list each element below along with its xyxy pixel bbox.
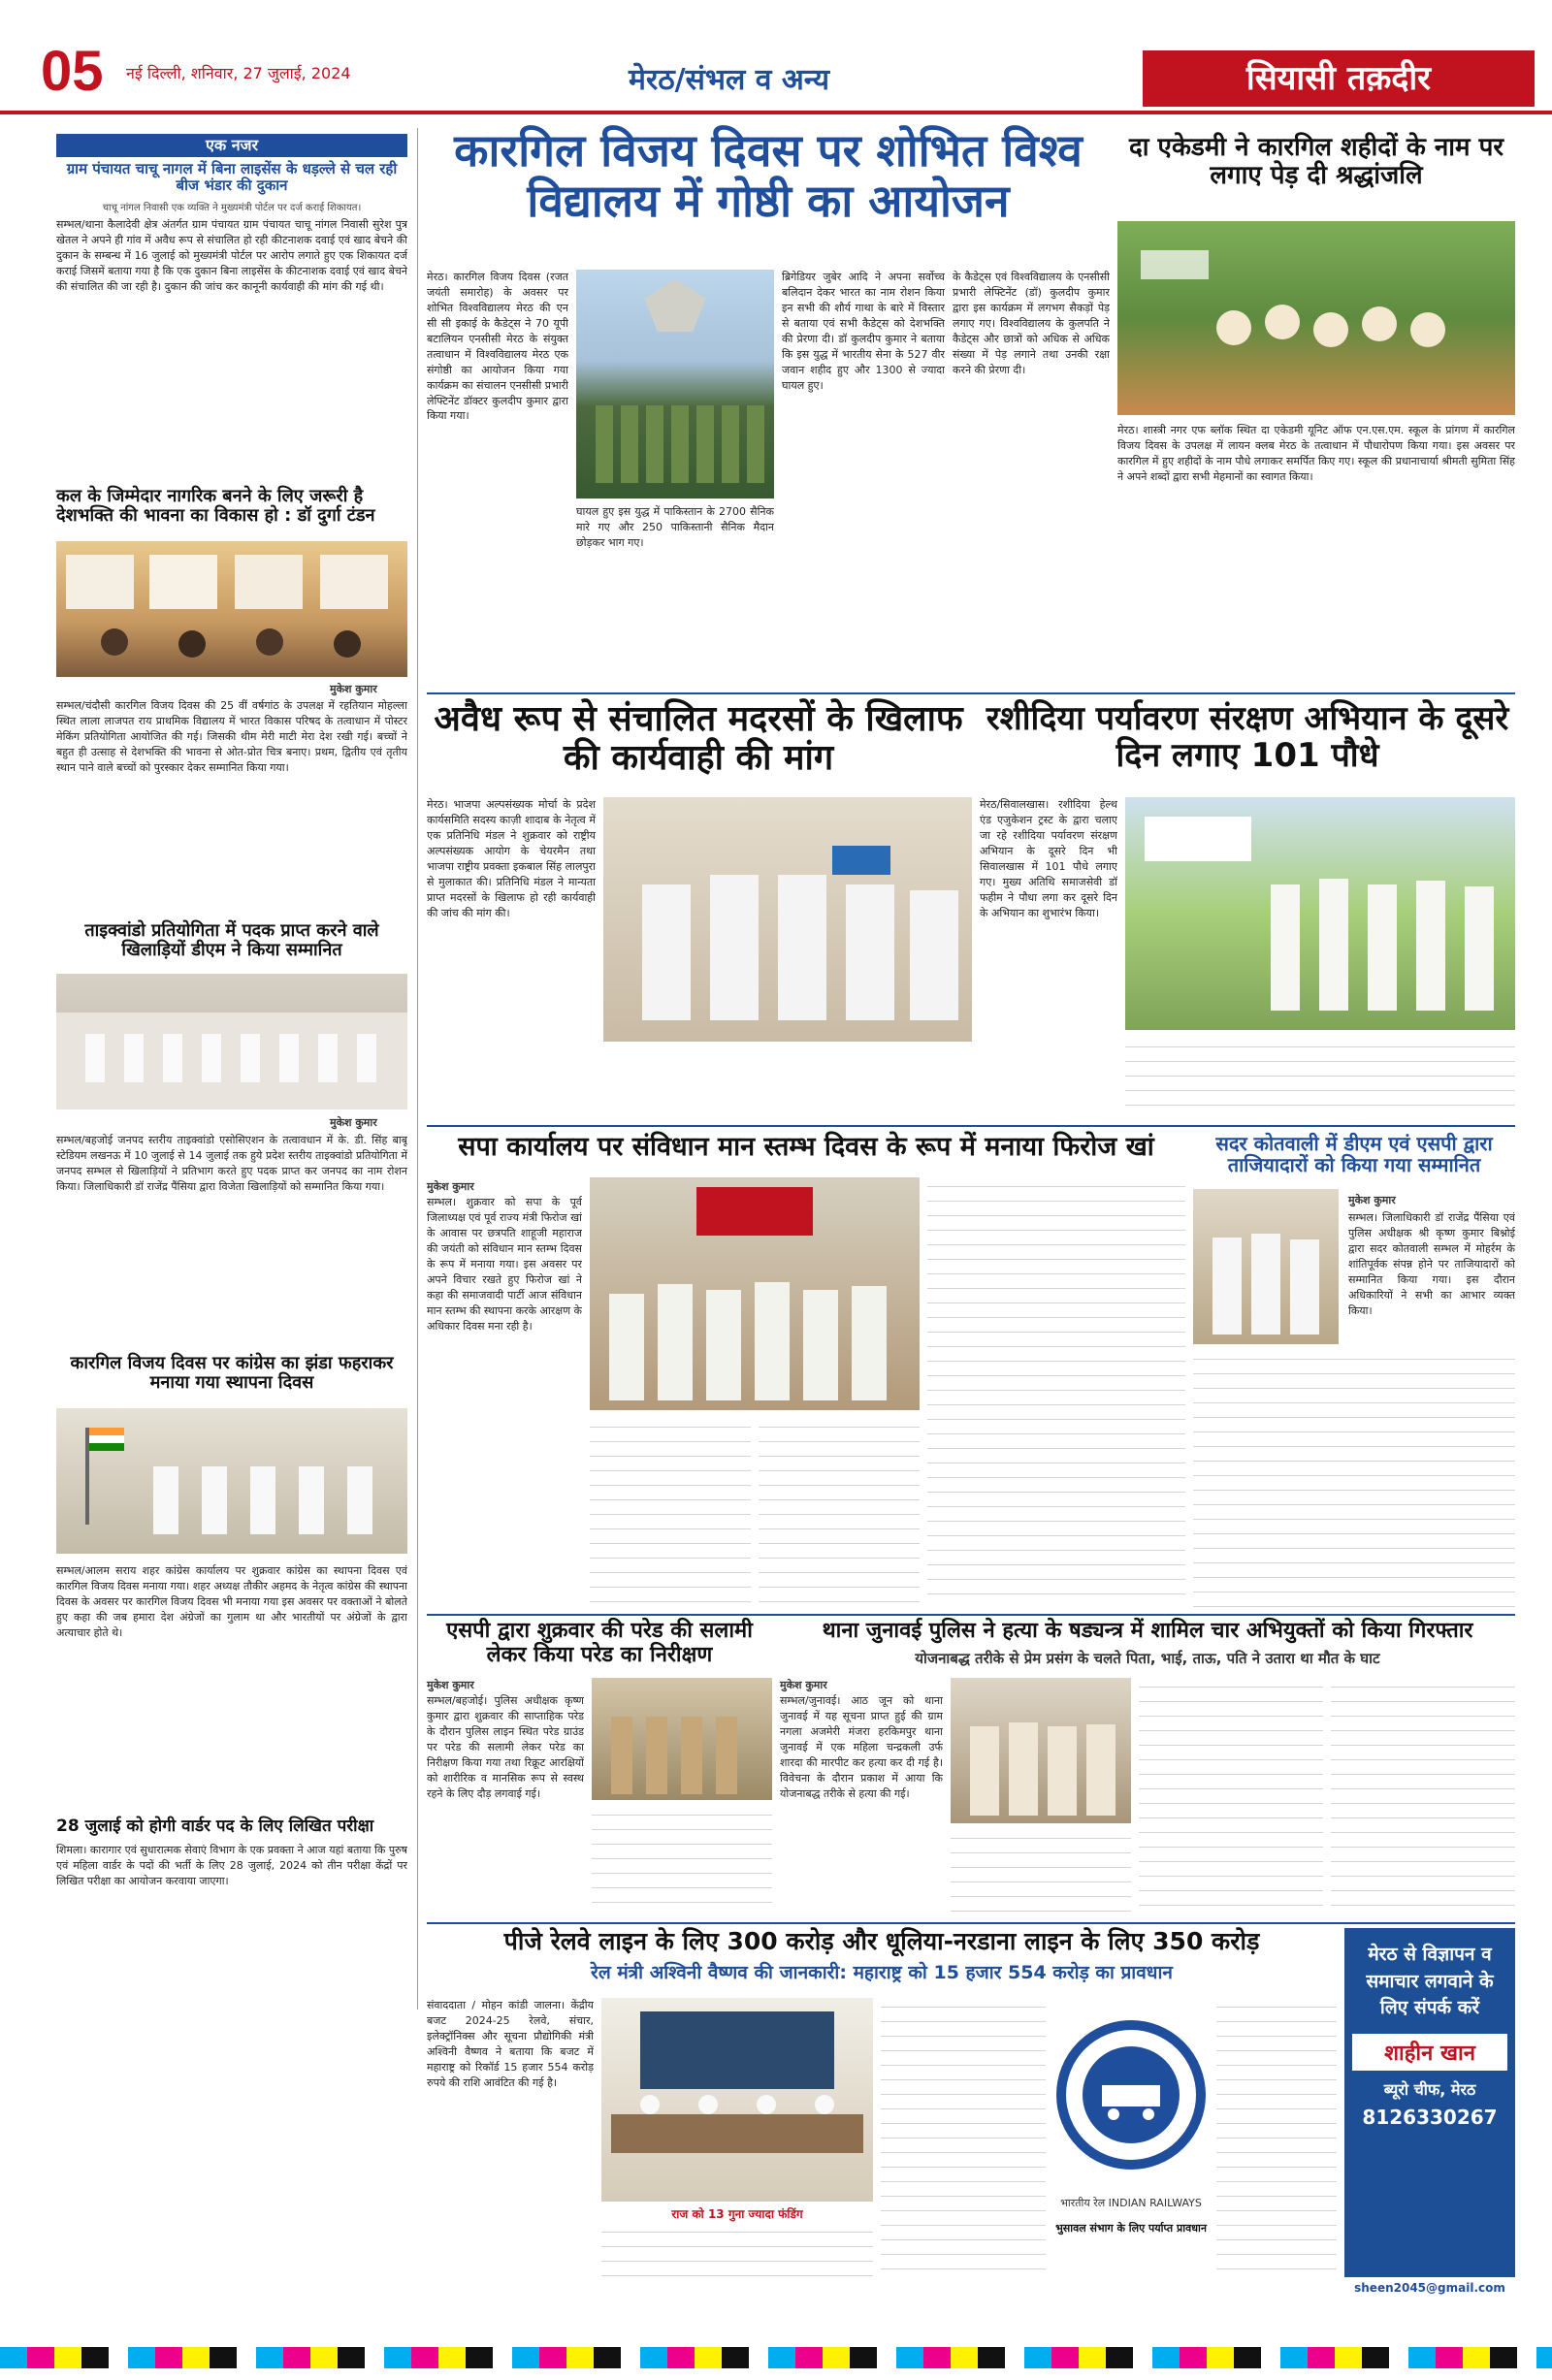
railway-body-cont3 bbox=[1216, 1998, 1337, 2277]
ek-nazar-kicker: एक नजर bbox=[56, 134, 407, 157]
players-illustration bbox=[56, 974, 407, 1110]
madrasa-body: मेरठ। भाजपा अल्पसंख्यक मोर्चा के प्रदेश कार्यसमिति सदस्य काज़ी शादाब के नेतृत्व में एक प्रतिनिधि मंडल ने शुक्रवार को राष्ट्रीय अल्पसंख्यक आयोग के चेयरमैन तथा भाजपा राष्ट्रीय प्रवक्ता इकबाल सिंह लालपुरा से मुलाकात की। प्रतिनिधि मंडल ने मान्यता प्राप्त मदरसों के खिलाफ हो रही कार्यवाही की जांच की मांग की। bbox=[427, 798, 596, 919]
sapa-body: सम्भल। शुक्रवार को सपा के पूर्व जिलाध्यक्ष एवं पूर्व राज्य मंत्री फिरोज खां के आवास पर छत्रपति शाहूजी महाराज की जयंती को संविधान मान स्तम्भ दिवस के रूप में मनाया गया। इस अवसर पर अपने विचार रखते हुए फिरोज खां ने कहा की समाजवादी पार्टी आज संविधान मान स्तम्भ की स्थापना करके आरक्षण के अधिकार दिवस मना रही है। bbox=[427, 1196, 582, 1333]
railway-body: संवाददाता / मोहन कांडी जालना। केंद्रीय बजट 2024-25 रेलवे, संचार, इलेक्ट्रॉनिक्स और सूचना प्रौद्योगिकी मंत्री अश्विनी वैष्णव ने बताया कि बजट में महाराष्ट्र को रिकॉर्ड 15 हजार 554 करोड़ रुपये की राशि आवंटित की गई है। bbox=[427, 1999, 594, 2089]
advertisement-box bbox=[1344, 1928, 1515, 2277]
children-drawings-illustration bbox=[56, 541, 407, 677]
lead-column-2: ब्रिगेडियर जुबेर आदि ने अपना सर्वोच्च बलिदान देकर भारत का नाम रोशन किया इन सभी की शौर्य गाथा के बारे में विस्तार से बताया एवं सभी कैडेट्स को देशभक्ति की प्रेरणा दी। डॉ कुलदीप कुमार ने बताया कि इस युद्ध में भारतीय सेना के 527 वीर जवान शहीद हुए और 1300 से ज्यादा घायल हुए। bbox=[782, 271, 945, 392]
rashidia-body: मेरठ/सिवालखास। रशीदिया हेल्थ एंड एजुकेशन ट्रस्ट के द्वारा चलाए जा रहे रशीदिया पर्यावरण संरक्षण अभियान के दूसरे दिन भी सिवालखास में 101 पौधे लगाए गए। मुख्य अतिथि समाजसेवी डॉ फहीम ने पौधा लगा कर दूसरे दिन के अभियान का शुभारंभ किया। bbox=[980, 798, 1117, 919]
sp-parade-body-cont bbox=[592, 1806, 772, 1916]
sp-parade-byline: मुकेश कुमार bbox=[427, 1679, 474, 1691]
sapa-byline: मुकेश कुमार bbox=[427, 1180, 474, 1193]
meeting-illustration bbox=[590, 1177, 920, 1410]
section-rule bbox=[427, 692, 1515, 694]
sadar-photo bbox=[1193, 1189, 1339, 1344]
plantation-illustration bbox=[1125, 797, 1515, 1030]
sadar-body: सम्भल। जिलाधिकारी डॉ राजेंद्र पैंसिया एवं पुलिस अधीक्षक श्री कृष्ण कुमार बिश्नोई द्वारा सदर कोतवाली सम्भल में मोहर्रम के शांतिपूर्वक संपन्न होने पर ताजियादारों को सम्मानित किया गया। इस दौरान अधिकारियों ने सभी का आभार व्यक्त किया। bbox=[1348, 1211, 1515, 1317]
story4-headline: कारगिल विजय दिवस पर कांग्रेस का झंडा फहराकर मनाया गया स्थापना दिवस bbox=[70, 1353, 394, 1394]
junawai-body-cont2 bbox=[1139, 1678, 1323, 1916]
story3-byline: मुकेश कुमार bbox=[330, 1116, 377, 1129]
indian-railways-logo bbox=[1053, 1998, 1209, 2213]
sapa-headline: सपा कार्यालय पर संविधान मान स्तम्भ दिवस के रूप में मनाया फिरोज खां bbox=[458, 1132, 1154, 1162]
section-title: मेरठ/संभल व अन्य bbox=[629, 63, 830, 97]
accused-illustration bbox=[951, 1678, 1131, 1823]
story1-subhead: चाचू नांगल निवासी एक व्यक्ति ने मुख्यमंत्री पोर्टल पर दर्ज कराई शिकायत। bbox=[102, 203, 362, 213]
lead-headline: कारगिल विजय दिवस पर शोभित विश्व विद्यालय में गोष्ठी का आयोजन bbox=[454, 124, 1083, 227]
railway-quote: राज को 13 गुना ज्यादा फंडिंग bbox=[671, 2207, 803, 2221]
rashidia-headline: रशीदिया पर्यावरण संरक्षण अभियान के दूसरे दिन लगाए 101 पौधे bbox=[986, 699, 1509, 776]
column-divider bbox=[417, 128, 418, 2010]
story5-body: शिमला। कारागार एवं सुधारात्मक सेवाएं विभाग के एक प्रवक्ता ने आज यहां बताया कि पुरुष एवं महिला वार्डर के पदों की भर्ती के लिए 28 जुलाई, 2024 को तीन परीक्षा केंद्रों पर लिखित परीक्षा का आयोजन करवाया जाएगा। bbox=[56, 1844, 407, 1887]
section-rule bbox=[427, 1614, 1515, 1616]
junawai-byline: मुकेश कुमार bbox=[780, 1679, 827, 1691]
rashidia-plantation-photo bbox=[1125, 797, 1515, 1030]
delegation-illustration bbox=[603, 797, 972, 1042]
ad-name: शाहीन खान bbox=[1352, 2034, 1507, 2071]
brand-banner: सियासी तक़दीर bbox=[1143, 50, 1535, 107]
story3-headline: ताइक्वांडो प्रतियोगिता में पदक प्राप्त करने वाले खिलाड़ियों डीएम ने किया सम्मानित bbox=[84, 920, 379, 961]
story2-byline: मुकेश कुमार bbox=[330, 683, 377, 695]
accused-photo bbox=[951, 1678, 1131, 1823]
flag-hoisting-illustration bbox=[56, 1408, 407, 1554]
lead-caption: घायल हुए इस युद्ध में पाकिस्तान के 2700 सैनिक मारे गए और 250 पाकिस्तानी सैनिक मैदान छोड़कर भाग गए। bbox=[576, 505, 774, 549]
railways-logo-text: भारतीय रेल INDIAN RAILWAYS bbox=[1060, 2197, 1202, 2209]
railway-body-cont2 bbox=[881, 1998, 1046, 2277]
taekwondo-photo bbox=[56, 974, 407, 1110]
officials-illustration bbox=[1193, 1189, 1339, 1344]
junawai-subhead: योजनाबद्ध तरीके से प्रेम प्रसंग के चलते पिता, भाई, ताऊ, पति ने उतारा था मौत के घाट bbox=[915, 1650, 1380, 1667]
ad-headline: मेरठ से विज्ञापन व समाचार लगवाने के लिए संपर्क करें bbox=[1366, 1944, 1494, 2019]
railway-subhead: रेल मंत्री अश्विनी वैष्णव की जानकारी: महाराष्ट्र को 15 हजार 554 करोड़ का प्रावधान bbox=[591, 1962, 1173, 1983]
minister-meeting-photo bbox=[601, 1998, 873, 2202]
story5-headline: 28 जुलाई को होगी वार्डर पद के लिए लिखित परीक्षा bbox=[56, 1817, 374, 1836]
madrasa-delegation-photo bbox=[603, 797, 972, 1042]
story2-headline: कल के जिम्मेदार नागरिक बनने के लिए जरूरी है देशभक्ति की भावना का विकास हो : डॉ दुर्गा टंडन bbox=[56, 486, 375, 527]
congress-foundation-photo bbox=[56, 1408, 407, 1554]
sp-parade-body: सम्भल/बहजोई। पुलिस अधीक्षक कृष्ण कुमार द्वारा शुक्रवार की साप्ताहिक परेड के दौरान पुलिस लाइन स्थित परेड ग्राउंड पर परेड की सलामी लेकर परेड का निरीक्षण किया गया तथा रिक्रूट आरक्षियों को शारीरिक व मानसिक रूप से स्वस्थ रहने के लिए दौड़ लगवाई गई। bbox=[427, 1694, 584, 1800]
story3-body: सम्भल/बहजोई जनपद स्तरीय ताइक्वांडो एसोसिएशन के तत्वावधान में के. डी. सिंह बाबू स्टेडियम लखनऊ में 10 जुलाई से 14 जुलाई तक हुये प्रदेश स्तरीय ताइक्वांडो प्रतियोगिता में जनपद सम्भल से खिलाड़ियों ने प्रतिभाग करते हुए पदक प्राप्त कर जनपद का नाम रोशन किया। जिलाधिकारी डॉ राजेंद्र पैंसिया द्वारा विजेता खिलाड़ियों को सम्मानित किया गया। bbox=[56, 1134, 407, 1193]
section-rule bbox=[427, 1922, 1515, 1924]
lead-column-1: मेरठ। कारगिल विजय दिवस (रजत जयंती समारोह) के अवसर पर शोभित विश्वविद्यालय मेरठ की एन सी सी इकाई के कैडेट्स ने 70 यूपी बटालियन एनसीसी मेरठ के संयुक्त तत्वाधान में विश्वविद्यालय मेरठ एक संगोष्ठी का आयोजन किया गया कार्यक्रम का संचालन एनसीसी प्रभारी लेफ्टिनेंट डॉक्टर कुलदीप कुमार द्वारा किया गया। bbox=[427, 271, 568, 423]
drawing-competition-photo bbox=[56, 541, 407, 677]
railway-logo-caption: भुसावल संभाग के लिए पर्याप्त प्रावधान bbox=[1055, 2222, 1207, 2235]
cadets-illustration bbox=[576, 270, 774, 499]
students-planting-illustration bbox=[1117, 221, 1515, 415]
railways-emblem-icon bbox=[1053, 1998, 1209, 2192]
print-color-strip bbox=[0, 2347, 1552, 2368]
story1-body: सम्भल/थाना कैलादेवी क्षेत्र अंतर्गत ग्राम पंचायत ग्राम पंचायत चाचू नांगल निवासी सुरेश पुत्र खेतल ने अपने ही गांव में अवैध रूप से संचालित हो रही कीटनाशक दवाई एवं खाद बेचने की दुकान के सम्बन्ध में 16 जुलाई को मुख्यमंत्री पोर्टल पर आरोप लगाते हुए एक शिकायत दर्ज कराई जिसमें बताया गया है कि एक दुकान बिना लाइसेंस के कीटनाशक दवाई एवं खाद बेचने की संचालित की जा रही है। दुकान की जांच कर कानूनी कार्यवाही की मांग की गई थी। bbox=[56, 218, 407, 293]
sadar-body-cont bbox=[1193, 1350, 1515, 1608]
ad-email[interactable]: sheen2045@gmail.com bbox=[1354, 2281, 1505, 2295]
story2-body: सम्भल/चंदौसी कारगिल विजय दिवस की 25 वीं वर्षगांठ के उपलक्ष में रहतियान मोहल्ला स्थित लाला लाजपत राय प्राथमिक विद्यालय में भारत विकास परिषद के तत्वाधान में पोस्टर मेकिंग प्रतियोगिता आयोजित की गई। जिसकी थीम मेरी माटी मेरा देश रखी गई। बच्चों ने बहुत ही उत्साह से देशभक्ति की भावना से ओत-प्रोत चित्र बनाए। प्रथम, द्वितीय एवं तृतीय स्थान पाने वाले बच्चों को पुरस्कार देकर सम्मानित किया गया। bbox=[56, 699, 407, 774]
sapa-meeting-photo bbox=[590, 1177, 920, 1410]
sp-parade-headline: एसपी द्वारा शुक्रवार की परेड की सलामी लेकर किया परेड का निरीक्षण bbox=[446, 1619, 753, 1667]
ad-role: ब्यूरो चीफ, मेरठ bbox=[1383, 2079, 1476, 2099]
academy-plantation-photo bbox=[1117, 221, 1515, 415]
academy-body: मेरठ। शास्त्री नगर एफ ब्लॉक स्थित दा एकेडमी यूनिट ऑफ एन.एस.एम. स्कूल के प्रांगण में कारगिल विजय दिवस के उपलक्ष में लायन क्लब मेरठ के तत्वाधान में पौधारोपण किया गया। इस अवसर पर कारगिल में हुए शहीदों के नाम पौधे लगाकर समर्पित किए गए। स्कूल की प्रधानाचार्या श्रीमती सुमिता सिंह ने अपने शब्दों द्वारा सभी मेहमानों का स्वागत किया। bbox=[1117, 424, 1515, 483]
sapa-body-cont2 bbox=[759, 1418, 920, 1608]
cadets-photo bbox=[576, 270, 774, 499]
sadar-headline: सदर कोतवाली में डीएम एवं एसपी द्वारा ताजियादारों को किया गया सम्मानित bbox=[1215, 1132, 1493, 1177]
sapa-body-cont bbox=[590, 1418, 751, 1608]
date-line: नई दिल्ली, शनिवार, 27 जुलाई, 2024 bbox=[126, 64, 351, 82]
junawai-headline: थाना जुनावई पुलिस ने हत्या के षड्यन्त्र में शामिल चार अभियुक्तों को किया गिरफ्तार bbox=[822, 1619, 1473, 1643]
rashidia-body-cont bbox=[1125, 1038, 1515, 1117]
section-rule bbox=[427, 1125, 1515, 1127]
railway-headline: पीजे रेलवे लाइन के लिए 300 करोड़ और धूलिया-नरडाना लाइन के लिए 350 करोड़ bbox=[503, 1927, 1260, 1955]
page-number: 05 bbox=[41, 40, 104, 103]
lead-column-3: के कैडेट्स एवं विश्वविद्यालय के एनसीसी प्रभारी लेफ्टिनेंट (डॉ) कुलदीप कुमार द्वारा इस कार्यक्रम में लगभग सैकड़ों पेड़ लगाए गए। विश्वविद्यालय के कुलपति ने कैडेट्स और छात्रों को अधिक से अधिक संख्या में पेड़ लगाने तथा उनकी रक्षा करने की प्रेरणा दी। bbox=[953, 271, 1110, 376]
railway-body-cont bbox=[601, 2223, 873, 2277]
ad-phone[interactable]: 8126330267 bbox=[1362, 2105, 1498, 2129]
story4-body: सम्भल/आलम सराय शहर कांग्रेस कार्यालय पर शुक्रवार कांग्रेस का स्थापना दिवस एवं कारगिल विजय दिवस मनाया गया। शहर अध्यक्ष तौकीर अहमद के नेतृत्व कांग्रेस की स्थापना दिवस के अवसर पर कारगिल विजय दिवस भी मनाया गया इस अवसर पर वक्ताओं ने बोलते हुए कहा की जब हमारा देश अंग्रेजों का गुलाम था और भारतीयों पर अंग्रेजों के द्वारा अत्याचार होते थे। bbox=[56, 1564, 407, 1639]
parade-illustration bbox=[592, 1678, 772, 1800]
sadar-byline: मुकेश कुमार bbox=[1348, 1194, 1396, 1206]
video-conference-illustration bbox=[601, 1998, 873, 2202]
academy-headline: दा एकेडमी ने कारगिल शहीदों के नाम पर लगाए पेड़ दी श्रद्धांजलि bbox=[1128, 133, 1504, 191]
junawai-body-cont bbox=[951, 1829, 1131, 1916]
story1-headline: ग्राम पंचायत चाचू नागल में बिना लाइसेंस के धड़ल्ले से चल रही बीज भंडार की दुकान bbox=[66, 160, 398, 194]
junawai-body: सम्भल/जुनावई। आठ जून को थाना जुनावई में यह सूचना प्राप्त हुई की ग्राम नगला अजमेरी मंजरा हरकिमपुर थाना जुनावई में एक महिला चन्द्रकली उर्फ शारदा की मारपीट कर हत्या कर दी गई है। विवेचना के दौरान प्रकाश में आया कि योजनाबद्ध तरीके से हत्या की गई। bbox=[780, 1694, 943, 1800]
parade-photo bbox=[592, 1678, 772, 1800]
sapa-body-cont3 bbox=[927, 1177, 1185, 1608]
madrasa-headline: अवैध रूप से संचालित मदरसों के खिलाफ की कार्यवाही की मांग bbox=[434, 699, 963, 779]
junawai-body-cont3 bbox=[1331, 1678, 1515, 1916]
